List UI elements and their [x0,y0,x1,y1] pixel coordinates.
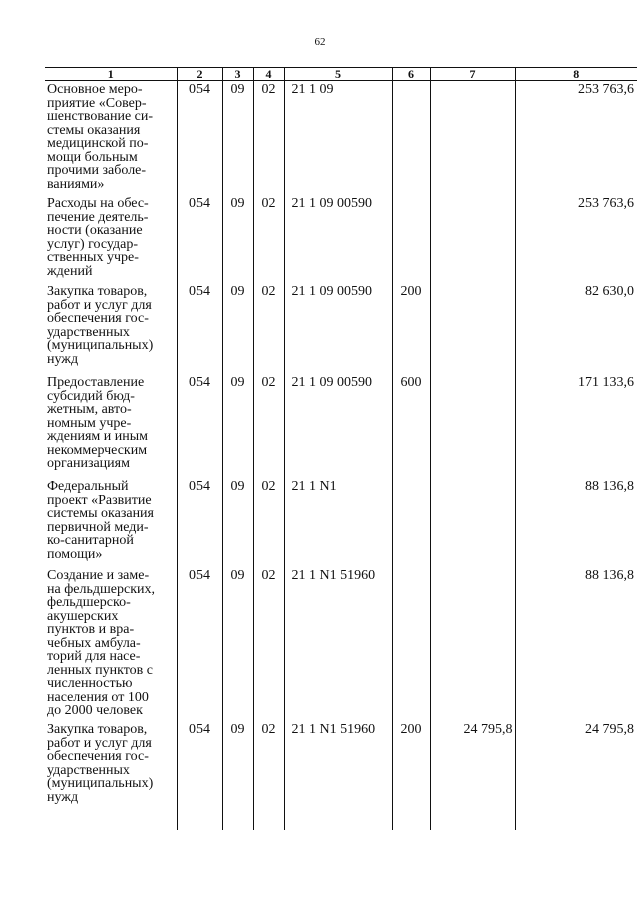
table-row [45,195,637,283]
row-col8-amount-cell: 253 763,6 [515,195,637,283]
row-section-cell: 09 [222,195,253,283]
row-col8-amount-cell: 88 136,8 [515,567,637,721]
row-description-cell [45,567,177,721]
row-subsection-cell: 02 [253,478,284,567]
row-description-cell [45,721,177,830]
row-subsection-cell: 02 [253,283,284,374]
row-description: Создание и заме- на фельдшерских, фельдшерско- акушерских пунктов и вра- чебных амбула- торий для насе- ленных пунктов с численностью населения от 100 до 2000 человек [47,568,155,718]
row-col7-amount-cell [430,195,515,283]
row-expense-type-cell: 600 [392,374,430,478]
header-row [45,68,637,81]
table-row [45,721,637,830]
row-section-cell: 09 [222,721,253,830]
row-description-cell [45,195,177,283]
header-col-7: 7 [430,68,515,81]
row-col7-amount-cell [430,283,515,374]
header-col-3: 3 [222,68,253,81]
header-col-2: 2 [177,68,222,81]
row-col7-amount-cell [430,374,515,478]
budget-table [45,67,637,830]
row-grbs-cell: 054 [177,195,222,283]
row-description-cell [45,81,177,196]
row-col8-amount-cell: 88 136,8 [515,478,637,567]
row-section-cell: 09 [222,283,253,374]
row-section-cell: 09 [222,567,253,721]
row-col8-amount-cell: 24 795,8 [515,721,637,830]
row-grbs-cell: 054 [177,567,222,721]
row-section-cell: 09 [222,374,253,478]
row-col7-amount-cell: 24 795,8 [430,721,515,830]
row-target-article-cell: 21 1 09 [284,81,392,196]
header-col-4: 4 [253,68,284,81]
table-body [45,81,637,831]
row-description: Закупка товаров, работ и услуг для обеспечения гос- ударственных (муниципальных) нужд [47,722,154,805]
row-target-article-cell: 21 1 N1 51960 [284,721,392,830]
row-target-article-cell: 21 1 09 00590 [284,283,392,374]
row-grbs-cell: 054 [177,478,222,567]
row-section-cell: 09 [222,478,253,567]
row-col8-amount-cell: 253 763,6 [515,81,637,196]
row-description: Основное меро- приятие «Совер- шенствование си- стемы оказания медицинской по- мощи больным прочими заболе- ваниями» [47,82,154,192]
table-header [45,68,637,81]
table-row [45,81,637,196]
row-col7-amount-cell [430,567,515,721]
row-description-cell [45,478,177,567]
row-grbs-cell: 054 [177,374,222,478]
row-description: Федеральный проект «Развитие системы оказания первичной меди- ко-санитарной помощи» [47,479,154,562]
table-row [45,374,637,478]
row-description: Расходы на обес- печение деятель- ности (оказание услуг) государ- ственных учре- ждений [47,196,149,279]
page-number: 62 [314,36,326,48]
row-target-article-cell: 21 1 09 00590 [284,374,392,478]
row-subsection-cell: 02 [253,81,284,196]
row-description-cell [45,283,177,374]
row-col8-amount-cell: 171 133,6 [515,374,637,478]
row-col8-amount-cell: 82 630,0 [515,283,637,374]
row-target-article-cell: 21 1 N1 51960 [284,567,392,721]
row-col7-amount-cell [430,81,515,196]
table-row [45,567,637,721]
row-grbs-cell: 054 [177,81,222,196]
row-subsection-cell: 02 [253,374,284,478]
row-expense-type-cell [392,81,430,196]
header-col-8: 8 [515,68,637,81]
header-col-6: 6 [392,68,430,81]
row-expense-type-cell [392,478,430,567]
row-description: Закупка товаров, работ и услуг для обеспечения гос- ударственных (муниципальных) нужд [47,284,154,367]
row-expense-type-cell: 200 [392,283,430,374]
row-target-article-cell: 21 1 N1 [284,478,392,567]
row-subsection-cell: 02 [253,195,284,283]
row-subsection-cell: 02 [253,567,284,721]
row-grbs-cell: 054 [177,721,222,830]
row-description: Предоставление субсидий бюд- жетным, авто- номным учре- ждениям и иным некоммерческим организациям [47,375,149,471]
row-expense-type-cell: 200 [392,721,430,830]
header-col-5: 5 [284,68,392,81]
row-expense-type-cell [392,195,430,283]
table-row [45,283,637,374]
row-col7-amount-cell [430,478,515,567]
row-subsection-cell: 02 [253,721,284,830]
row-target-article-cell: 21 1 09 00590 [284,195,392,283]
row-grbs-cell: 054 [177,283,222,374]
row-section-cell: 09 [222,81,253,196]
table-row [45,478,637,567]
row-expense-type-cell [392,567,430,721]
row-description-cell [45,374,177,478]
header-col-1: 1 [45,68,177,81]
